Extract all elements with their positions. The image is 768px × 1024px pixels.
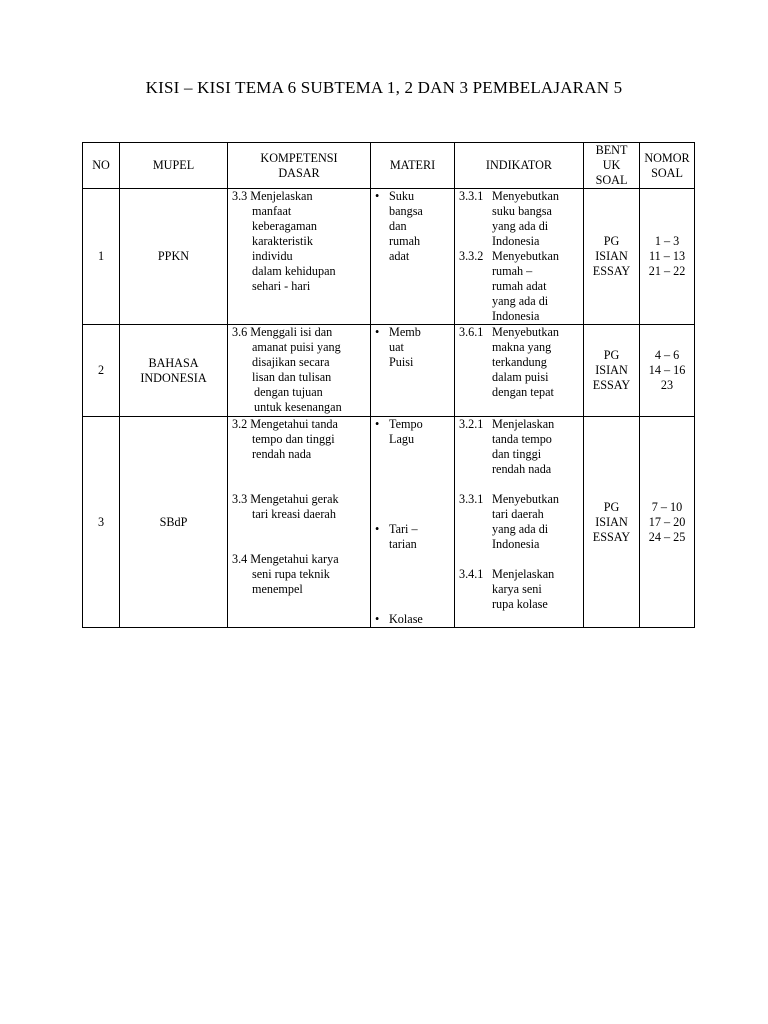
indikator-number: 3.6.1 (459, 325, 484, 339)
materi-item (371, 325, 454, 370)
indikator-line: rumah adat (492, 279, 547, 293)
spacer (232, 462, 368, 492)
materi-text (389, 325, 421, 370)
header-indikator: INDIKATOR (455, 143, 584, 189)
indikator-line (459, 492, 581, 507)
spacer (232, 522, 368, 552)
cell-bentuk-soal (584, 325, 640, 417)
materi-text (389, 189, 423, 264)
materi-line: Kolase (389, 612, 423, 626)
indikator-text: Menyebutkan (492, 492, 560, 506)
spacer (371, 552, 454, 612)
cell-mupel (120, 189, 228, 325)
indikator-item (459, 325, 581, 400)
indikator-line: terkandung (492, 355, 547, 369)
kd-line: karakteristik (252, 234, 313, 248)
kd-line: tempo dan tinggi (252, 432, 335, 446)
indikator-number: 3.2.1 (459, 417, 484, 431)
kisi-kisi-table (82, 142, 695, 628)
indikator-item (459, 567, 581, 612)
materi-line: Lagu (389, 432, 415, 446)
bullet-icon: • (375, 189, 380, 203)
kd-line: 3.3 Mengetahui gerak (232, 492, 339, 506)
materi-line: Memb (389, 325, 421, 339)
indikator-line: dalam puisi (492, 370, 549, 384)
nomor-line: 14 – 16 (648, 363, 686, 377)
cell-indikator (455, 325, 584, 417)
bentuk-line: ESSAY (592, 378, 631, 392)
cell-kompetensi-dasar (228, 325, 371, 417)
kd-item (232, 325, 368, 415)
indikator-line (459, 325, 581, 340)
indikator-line: rupa kolase (492, 597, 548, 611)
indikator-line (459, 249, 581, 264)
indikator-line: Indonesia (492, 234, 540, 248)
mupel-line: PPKN (157, 249, 190, 263)
indikator-line (459, 567, 581, 582)
kd-line: 3.6 Menggali isi dan (232, 325, 333, 339)
spacer (459, 552, 581, 567)
nomor-line: 4 – 6 (654, 348, 680, 362)
materi-line: uat (389, 340, 404, 354)
cell-mupel (120, 325, 228, 417)
nomor-line: 1 – 3 (654, 234, 680, 248)
materi-item (371, 417, 454, 447)
table-header-row (83, 143, 695, 189)
cell-kompetensi-dasar (228, 417, 371, 628)
materi-text (389, 522, 418, 552)
cell-bentuk-soal (584, 417, 640, 628)
bentuk-line: PG (603, 234, 620, 248)
materi-line: Suku (389, 189, 415, 203)
indikator-number: 3.4.1 (459, 567, 484, 581)
indikator-line: dengan tepat (492, 385, 554, 399)
indikator-text: Menjelaskan (492, 567, 555, 581)
kd-item (232, 492, 368, 522)
cell-nomor-soal (640, 189, 695, 325)
materi-text (389, 417, 423, 447)
materi-line: Tari – (389, 522, 418, 536)
bentuk-line: ISIAN (595, 514, 628, 529)
bentuk-line: ESSAY (592, 529, 631, 544)
kd-item (232, 189, 368, 294)
indikator-line: rumah – (492, 264, 533, 278)
bullet-icon: • (375, 612, 380, 626)
indikator-item (459, 417, 581, 477)
mupel-line: BAHASA (148, 355, 199, 370)
cell-mupel (120, 417, 228, 628)
bullet-icon: • (375, 417, 380, 431)
kd-line: disajikan secara (252, 355, 330, 369)
cell-kompetensi-dasar (228, 189, 371, 325)
kd-line: dengan tujuan (254, 385, 323, 399)
kd-line: individu (252, 249, 293, 263)
materi-line: Tempo (389, 417, 423, 431)
indikator-item (459, 189, 581, 249)
nomor-line: 24 – 25 (648, 529, 686, 544)
materi-line: bangsa (389, 204, 423, 218)
mupel-line: INDONESIA (140, 370, 207, 385)
indikator-number: 3.3.1 (459, 492, 484, 506)
nomor-line: 21 – 22 (648, 264, 686, 278)
indikator-line: dan tinggi (492, 447, 542, 461)
cell-indikator (455, 189, 584, 325)
materi-text (389, 612, 423, 627)
spacer (371, 447, 454, 522)
cell-nomor-soal (640, 417, 695, 628)
indikator-text: Menjelaskan (492, 417, 555, 431)
page-title: KISI – KISI TEMA 6 SUBTEMA 1, 2 DAN 3 PEMBELAJARAN 5 (145, 78, 623, 97)
indikator-line: karya seni (492, 582, 542, 596)
cell-materi (371, 189, 455, 325)
materi-item (371, 612, 454, 627)
header-nomor-soal: NOMOR SOAL (640, 143, 695, 189)
kd-line: 3.4 Mengetahui karya (232, 552, 339, 566)
indikator-line: Indonesia (492, 537, 540, 551)
mupel-line: SBdP (159, 514, 188, 529)
materi-line: tarian (389, 537, 417, 551)
indikator-text: Menyebutkan (492, 249, 560, 263)
indikator-text: Menyebutkan (492, 325, 560, 339)
indikator-line: Indonesia (492, 309, 540, 323)
kd-item (232, 552, 368, 597)
cell-nomor-soal (640, 325, 695, 417)
header-bentuk-soal: BENT UK SOAL (584, 143, 640, 189)
header-kompetensi-dasar: KOMPETENSI DASAR (228, 143, 371, 189)
kd-line: menempel (252, 582, 303, 596)
kd-line: dalam kehidupan (252, 264, 336, 278)
indikator-number: 3.3.2 (459, 249, 484, 263)
indikator-line: yang ada di (492, 294, 549, 308)
materi-line: dan (389, 219, 407, 233)
bentuk-line: PG (603, 499, 620, 514)
kd-line: 3.2 Mengetahui tanda (232, 417, 338, 431)
indikator-line: tanda tempo (492, 432, 552, 446)
indikator-line: tari daerah (492, 507, 544, 521)
kd-item (232, 417, 368, 462)
indikator-line: rendah nada (492, 462, 552, 476)
bentuk-line: ESSAY (592, 264, 631, 278)
nomor-line: 17 – 20 (648, 514, 686, 529)
indikator-line (459, 189, 581, 204)
cell-indikator (455, 417, 584, 628)
bentuk-line: PG (603, 348, 620, 362)
materi-line: rumah (389, 234, 421, 248)
bullet-icon: • (375, 522, 380, 536)
kd-line: lisan dan tulisan (252, 370, 332, 384)
indikator-line: yang ada di (492, 522, 549, 536)
cell-bentuk-soal (584, 189, 640, 325)
bentuk-line: ISIAN (595, 363, 628, 377)
kd-line: rendah nada (252, 447, 312, 461)
indikator-line: yang ada di (492, 219, 549, 233)
bullet-icon: • (375, 325, 380, 339)
kd-line: seni rupa teknik (252, 567, 330, 581)
kd-line: untuk kesenangan (254, 400, 342, 414)
kd-line: sehari - hari (252, 279, 311, 293)
header-materi: MATERI (371, 143, 455, 189)
kd-line: manfaat (252, 204, 292, 218)
cell-materi (371, 325, 455, 417)
materi-line: adat (389, 249, 410, 263)
cell-materi (371, 417, 455, 628)
kd-line: 3.3 Menjelaskan (232, 189, 313, 203)
nomor-line: 11 – 13 (648, 249, 686, 263)
indikator-text: Menyebutkan (492, 189, 560, 203)
header-mupel: MUPEL (120, 143, 228, 189)
spacer (459, 477, 581, 492)
nomor-line: 7 – 10 (651, 499, 683, 514)
materi-item (371, 522, 454, 552)
indikator-line: suku bangsa (492, 204, 552, 218)
nomor-line: 23 (660, 378, 674, 392)
indikator-line: makna yang (492, 340, 552, 354)
cell-no: 1 (83, 189, 120, 325)
table-row (83, 325, 695, 417)
table-row (83, 417, 695, 628)
bentuk-line: ISIAN (595, 249, 628, 263)
indikator-item (459, 492, 581, 552)
indikator-number: 3.3.1 (459, 189, 484, 203)
cell-no: 3 (83, 417, 120, 628)
cell-no: 2 (83, 325, 120, 417)
header-no: NO (83, 143, 120, 189)
indikator-item (459, 249, 581, 324)
indikator-line (459, 417, 581, 432)
materi-item (371, 189, 454, 264)
table-row (83, 189, 695, 325)
materi-line: Puisi (389, 355, 414, 369)
kd-line: tari kreasi daerah (252, 507, 336, 521)
kd-line: amanat puisi yang (252, 340, 341, 354)
kd-line: keberagaman (252, 219, 317, 233)
